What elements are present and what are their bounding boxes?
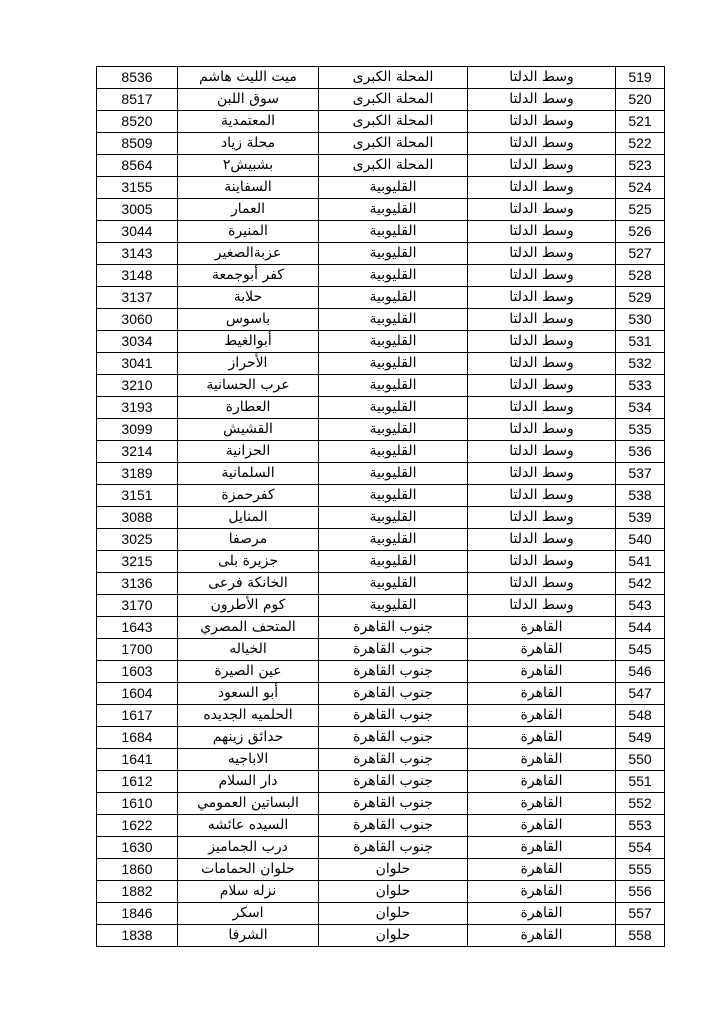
village-cell: المنيرة bbox=[178, 221, 319, 243]
code-cell: 3137 bbox=[97, 287, 178, 309]
code-cell: 1882 bbox=[97, 881, 178, 903]
row-number-cell: 538 bbox=[616, 485, 665, 507]
center-cell: القليوبية bbox=[319, 573, 468, 595]
village-cell: البساتين العمومي bbox=[178, 793, 319, 815]
center-cell: جنوب القاهرة bbox=[319, 749, 468, 771]
code-cell: 3193 bbox=[97, 397, 178, 419]
row-number-cell: 525 bbox=[616, 199, 665, 221]
region-cell: القاهرة bbox=[468, 639, 616, 661]
center-cell: حلوان bbox=[319, 903, 468, 925]
row-number-cell: 555 bbox=[616, 859, 665, 881]
table-row bbox=[97, 441, 665, 463]
region-cell: وسط الدلتا bbox=[468, 199, 616, 221]
table-row bbox=[97, 375, 665, 397]
region-cell: وسط الدلتا bbox=[468, 353, 616, 375]
center-cell: حلوان bbox=[319, 859, 468, 881]
row-number-cell: 530 bbox=[616, 309, 665, 331]
row-number-cell: 548 bbox=[616, 705, 665, 727]
region-cell: وسط الدلتا bbox=[468, 309, 616, 331]
code-cell: 1700 bbox=[97, 639, 178, 661]
village-cell: جزيرة بلى bbox=[178, 551, 319, 573]
region-cell: وسط الدلتا bbox=[468, 177, 616, 199]
village-cell: نزله سلام bbox=[178, 881, 319, 903]
row-number-cell: 551 bbox=[616, 771, 665, 793]
center-cell: القليوبية bbox=[319, 507, 468, 529]
center-cell: القليوبية bbox=[319, 485, 468, 507]
region-cell: القاهرة bbox=[468, 903, 616, 925]
village-cell: دار السلام bbox=[178, 771, 319, 793]
region-cell: القاهرة bbox=[468, 683, 616, 705]
table-row bbox=[97, 815, 665, 837]
center-cell: القليوبية bbox=[319, 199, 468, 221]
row-number-cell: 534 bbox=[616, 397, 665, 419]
row-number-cell: 549 bbox=[616, 727, 665, 749]
village-cell: عرب الحسانية bbox=[178, 375, 319, 397]
table-row bbox=[97, 595, 665, 617]
region-cell: القاهرة bbox=[468, 727, 616, 749]
region-cell: وسط الدلتا bbox=[468, 133, 616, 155]
row-number-cell: 539 bbox=[616, 507, 665, 529]
center-cell: القليوبية bbox=[319, 463, 468, 485]
code-cell: 1604 bbox=[97, 683, 178, 705]
table-row bbox=[97, 551, 665, 573]
table-row bbox=[97, 727, 665, 749]
code-cell: 1612 bbox=[97, 771, 178, 793]
region-cell: وسط الدلتا bbox=[468, 375, 616, 397]
region-cell: وسط الدلتا bbox=[468, 595, 616, 617]
row-number-cell: 529 bbox=[616, 287, 665, 309]
center-cell: القليوبية bbox=[319, 397, 468, 419]
table-row bbox=[97, 507, 665, 529]
region-cell: وسط الدلتا bbox=[468, 287, 616, 309]
code-cell: 3034 bbox=[97, 331, 178, 353]
table-row bbox=[97, 309, 665, 331]
table-row bbox=[97, 529, 665, 551]
code-cell: 3060 bbox=[97, 309, 178, 331]
row-number-cell: 533 bbox=[616, 375, 665, 397]
row-number-cell: 554 bbox=[616, 837, 665, 859]
code-cell: 3025 bbox=[97, 529, 178, 551]
data-table bbox=[96, 66, 665, 947]
row-number-cell: 531 bbox=[616, 331, 665, 353]
row-number-cell: 520 bbox=[616, 89, 665, 111]
row-number-cell: 543 bbox=[616, 595, 665, 617]
code-cell: 3155 bbox=[97, 177, 178, 199]
code-cell: 8564 bbox=[97, 155, 178, 177]
row-number-cell: 545 bbox=[616, 639, 665, 661]
center-cell: القليوبية bbox=[319, 375, 468, 397]
center-cell: جنوب القاهرة bbox=[319, 837, 468, 859]
table-row bbox=[97, 111, 665, 133]
region-cell: القاهرة bbox=[468, 815, 616, 837]
code-cell: 3210 bbox=[97, 375, 178, 397]
table-row bbox=[97, 837, 665, 859]
table-row bbox=[97, 639, 665, 661]
table-row bbox=[97, 617, 665, 639]
center-cell: القليوبية bbox=[319, 353, 468, 375]
village-cell: المتحف المصري bbox=[178, 617, 319, 639]
village-cell: درب الجماميز bbox=[178, 837, 319, 859]
row-number-cell: 552 bbox=[616, 793, 665, 815]
code-cell: 8509 bbox=[97, 133, 178, 155]
region-cell: وسط الدلتا bbox=[468, 485, 616, 507]
village-cell: العمار bbox=[178, 199, 319, 221]
row-number-cell: 524 bbox=[616, 177, 665, 199]
center-cell: جنوب القاهرة bbox=[319, 727, 468, 749]
code-cell: 8520 bbox=[97, 111, 178, 133]
center-cell: القليوبية bbox=[319, 441, 468, 463]
village-cell: المعتمدية bbox=[178, 111, 319, 133]
region-cell: وسط الدلتا bbox=[468, 155, 616, 177]
village-cell: السيده عائشه bbox=[178, 815, 319, 837]
table-row bbox=[97, 67, 665, 89]
center-cell: المحلة الكبرى bbox=[319, 111, 468, 133]
village-cell: بشبيش٢ bbox=[178, 155, 319, 177]
center-cell: القليوبية bbox=[319, 309, 468, 331]
table-row bbox=[97, 287, 665, 309]
code-cell: 1860 bbox=[97, 859, 178, 881]
row-number-cell: 519 bbox=[616, 67, 665, 89]
row-number-cell: 540 bbox=[616, 529, 665, 551]
row-number-cell: 527 bbox=[616, 243, 665, 265]
row-number-cell: 557 bbox=[616, 903, 665, 925]
table-row bbox=[97, 419, 665, 441]
region-cell: وسط الدلتا bbox=[468, 265, 616, 287]
region-cell: وسط الدلتا bbox=[468, 463, 616, 485]
center-cell: القليوبية bbox=[319, 177, 468, 199]
code-cell: 1838 bbox=[97, 925, 178, 947]
row-number-cell: 532 bbox=[616, 353, 665, 375]
table-row bbox=[97, 903, 665, 925]
village-cell: السلمانية bbox=[178, 463, 319, 485]
center-cell: المحلة الكبرى bbox=[319, 155, 468, 177]
center-cell: المحلة الكبرى bbox=[319, 133, 468, 155]
row-number-cell: 526 bbox=[616, 221, 665, 243]
region-cell: وسط الدلتا bbox=[468, 441, 616, 463]
center-cell: جنوب القاهرة bbox=[319, 617, 468, 639]
region-cell: القاهرة bbox=[468, 749, 616, 771]
code-cell: 8536 bbox=[97, 67, 178, 89]
table-row bbox=[97, 859, 665, 881]
village-cell: اسكر bbox=[178, 903, 319, 925]
village-cell: الأحراز bbox=[178, 353, 319, 375]
center-cell: القليوبية bbox=[319, 287, 468, 309]
center-cell: جنوب القاهرة bbox=[319, 705, 468, 727]
region-cell: القاهرة bbox=[468, 771, 616, 793]
region-cell: وسط الدلتا bbox=[468, 551, 616, 573]
village-cell: أبوالغيط bbox=[178, 331, 319, 353]
table-row bbox=[97, 463, 665, 485]
village-cell: سوق اللبن bbox=[178, 89, 319, 111]
village-cell: مرصفا bbox=[178, 529, 319, 551]
row-number-cell: 553 bbox=[616, 815, 665, 837]
center-cell: المحلة الكبرى bbox=[319, 89, 468, 111]
table-row bbox=[97, 683, 665, 705]
region-cell: القاهرة bbox=[468, 925, 616, 947]
code-cell: 3214 bbox=[97, 441, 178, 463]
region-cell: القاهرة bbox=[468, 837, 616, 859]
village-cell: الحلميه الجديده bbox=[178, 705, 319, 727]
region-cell: وسط الدلتا bbox=[468, 111, 616, 133]
region-cell: القاهرة bbox=[468, 661, 616, 683]
village-cell: ميت الليث هاشم bbox=[178, 67, 319, 89]
code-cell: 3148 bbox=[97, 265, 178, 287]
region-cell: القاهرة bbox=[468, 859, 616, 881]
village-cell: باسوس bbox=[178, 309, 319, 331]
village-cell: المنايل bbox=[178, 507, 319, 529]
table-row bbox=[97, 881, 665, 903]
center-cell: حلوان bbox=[319, 925, 468, 947]
table-row bbox=[97, 925, 665, 947]
row-number-cell: 528 bbox=[616, 265, 665, 287]
region-cell: القاهرة bbox=[468, 705, 616, 727]
code-cell: 3143 bbox=[97, 243, 178, 265]
village-cell: العطارة bbox=[178, 397, 319, 419]
village-cell: الشرفا bbox=[178, 925, 319, 947]
code-cell: 3005 bbox=[97, 199, 178, 221]
village-cell: الخياله bbox=[178, 639, 319, 661]
code-cell: 1643 bbox=[97, 617, 178, 639]
table-row bbox=[97, 573, 665, 595]
table-row bbox=[97, 397, 665, 419]
row-number-cell: 541 bbox=[616, 551, 665, 573]
row-number-cell: 558 bbox=[616, 925, 665, 947]
village-cell: الاباجيه bbox=[178, 749, 319, 771]
code-cell: 1603 bbox=[97, 661, 178, 683]
table-row bbox=[97, 89, 665, 111]
village-cell: كفرحمزة bbox=[178, 485, 319, 507]
table-row bbox=[97, 133, 665, 155]
row-number-cell: 522 bbox=[616, 133, 665, 155]
code-cell: 1617 bbox=[97, 705, 178, 727]
center-cell: القليوبية bbox=[319, 419, 468, 441]
center-cell: جنوب القاهرة bbox=[319, 639, 468, 661]
center-cell: القليوبية bbox=[319, 529, 468, 551]
table-row bbox=[97, 177, 665, 199]
village-cell: الحزانية bbox=[178, 441, 319, 463]
center-cell: حلوان bbox=[319, 881, 468, 903]
center-cell: جنوب القاهرة bbox=[319, 661, 468, 683]
village-cell: السفاينة bbox=[178, 177, 319, 199]
table-row bbox=[97, 265, 665, 287]
table-row bbox=[97, 221, 665, 243]
table-row bbox=[97, 199, 665, 221]
region-cell: القاهرة bbox=[468, 793, 616, 815]
center-cell: المحلة الكبرى bbox=[319, 67, 468, 89]
code-cell: 1622 bbox=[97, 815, 178, 837]
region-cell: القاهرة bbox=[468, 881, 616, 903]
table-row bbox=[97, 771, 665, 793]
table-body bbox=[97, 67, 665, 947]
row-number-cell: 536 bbox=[616, 441, 665, 463]
village-cell: حلوان الحمامات bbox=[178, 859, 319, 881]
center-cell: جنوب القاهرة bbox=[319, 683, 468, 705]
table-row bbox=[97, 353, 665, 375]
center-cell: جنوب القاهرة bbox=[319, 815, 468, 837]
row-number-cell: 546 bbox=[616, 661, 665, 683]
row-number-cell: 547 bbox=[616, 683, 665, 705]
region-cell: وسط الدلتا bbox=[468, 67, 616, 89]
table-row bbox=[97, 485, 665, 507]
village-cell: عين الصيرة bbox=[178, 661, 319, 683]
code-cell: 1846 bbox=[97, 903, 178, 925]
center-cell: القليوبية bbox=[319, 595, 468, 617]
region-cell: وسط الدلتا bbox=[468, 243, 616, 265]
table-row bbox=[97, 661, 665, 683]
row-number-cell: 550 bbox=[616, 749, 665, 771]
row-number-cell: 523 bbox=[616, 155, 665, 177]
village-cell: الخانكة فرعى bbox=[178, 573, 319, 595]
village-cell: أبو السعود bbox=[178, 683, 319, 705]
village-cell: كوم الأطرون bbox=[178, 595, 319, 617]
center-cell: القليوبية bbox=[319, 243, 468, 265]
row-number-cell: 537 bbox=[616, 463, 665, 485]
table-row bbox=[97, 331, 665, 353]
code-cell: 1630 bbox=[97, 837, 178, 859]
code-cell: 3189 bbox=[97, 463, 178, 485]
row-number-cell: 535 bbox=[616, 419, 665, 441]
village-cell: حلابة bbox=[178, 287, 319, 309]
code-cell: 8517 bbox=[97, 89, 178, 111]
code-cell: 3151 bbox=[97, 485, 178, 507]
code-cell: 3136 bbox=[97, 573, 178, 595]
table-row bbox=[97, 793, 665, 815]
region-cell: وسط الدلتا bbox=[468, 419, 616, 441]
region-cell: وسط الدلتا bbox=[468, 507, 616, 529]
village-cell: عزبةالصغير bbox=[178, 243, 319, 265]
center-cell: القليوبية bbox=[319, 221, 468, 243]
table-row bbox=[97, 243, 665, 265]
region-cell: وسط الدلتا bbox=[468, 573, 616, 595]
center-cell: القليوبية bbox=[319, 265, 468, 287]
row-number-cell: 544 bbox=[616, 617, 665, 639]
code-cell: 3088 bbox=[97, 507, 178, 529]
table-row bbox=[97, 155, 665, 177]
village-cell: كفر أبوجمعة bbox=[178, 265, 319, 287]
code-cell: 3044 bbox=[97, 221, 178, 243]
row-number-cell: 542 bbox=[616, 573, 665, 595]
center-cell: القليوبية bbox=[319, 331, 468, 353]
code-cell: 1610 bbox=[97, 793, 178, 815]
region-cell: القاهرة bbox=[468, 617, 616, 639]
table-row bbox=[97, 705, 665, 727]
code-cell: 1641 bbox=[97, 749, 178, 771]
village-cell: حدائق زينهم bbox=[178, 727, 319, 749]
table-row bbox=[97, 749, 665, 771]
region-cell: وسط الدلتا bbox=[468, 397, 616, 419]
village-cell: محلة زياد bbox=[178, 133, 319, 155]
code-cell: 1684 bbox=[97, 727, 178, 749]
center-cell: القليوبية bbox=[319, 551, 468, 573]
row-number-cell: 521 bbox=[616, 111, 665, 133]
center-cell: جنوب القاهرة bbox=[319, 771, 468, 793]
center-cell: جنوب القاهرة bbox=[319, 793, 468, 815]
code-cell: 3041 bbox=[97, 353, 178, 375]
row-number-cell: 556 bbox=[616, 881, 665, 903]
region-cell: وسط الدلتا bbox=[468, 89, 616, 111]
region-cell: وسط الدلتا bbox=[468, 221, 616, 243]
village-cell: القشيش bbox=[178, 419, 319, 441]
code-cell: 3170 bbox=[97, 595, 178, 617]
code-cell: 3099 bbox=[97, 419, 178, 441]
region-cell: وسط الدلتا bbox=[468, 529, 616, 551]
region-cell: وسط الدلتا bbox=[468, 331, 616, 353]
code-cell: 3215 bbox=[97, 551, 178, 573]
